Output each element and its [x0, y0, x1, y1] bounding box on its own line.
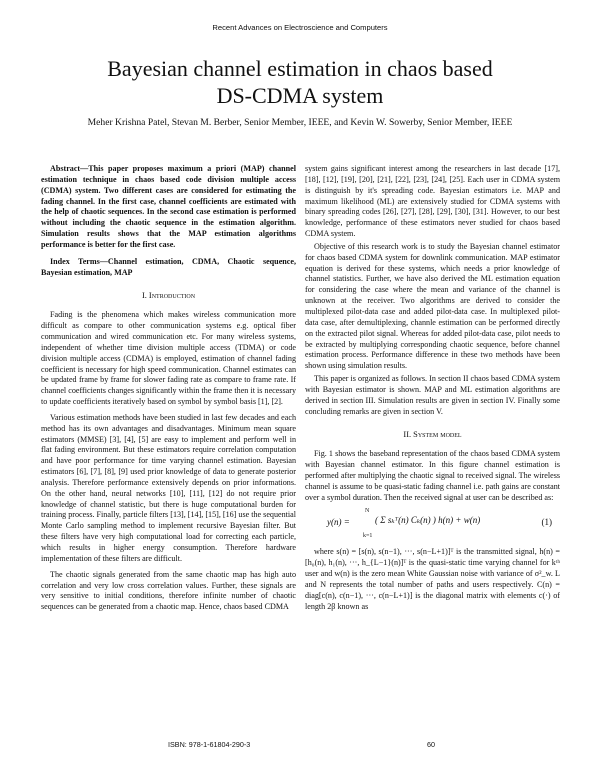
intro-paragraph-1: Fading is the phenomena which makes wireless communication more difficult as compare to other communication systems e.g. optical fiber communication and wired communication etc. For many wireless systems, independent of whether time division multiple access (TDMA) or code division multiple access (CDMA) is employed, estimation of channel fading coefficient is necessary for high speed communication. Channel estimates can be updated frame by frame for slower fading rate as compare to frame rate. If channel coefficients changes significantly within the frame then it is necessary to update coefficients iteratively based on symbol by symbol basis [1], [2]. [41, 310, 296, 407]
intro-paragraph-4: system gains significant interest among the researchers in last decade [17], [18], [12], [19], [20], [21], [22], [23], [24], [25]. Each user in CDMA system is distinguish by it's spreading code. Bayesian estimators i.e. MAP and maximum likelihood (ML) are extensively studied for CDMA systems with binary spreading codes [26], [27], [28], [29], [30], [31]. However, to our best knowledge, performance of these estimators never studied for chaos based CDMA system. [305, 164, 560, 239]
author-list: Meher Krishna Patel, Stevan M. Berber, Senior Member, IEEE, and Kevin W. Sowerby, Senior Member, IEEE [87, 117, 513, 128]
equation-1 [305, 507, 560, 543]
sum-upper-limit: N [365, 508, 370, 515]
paper-title [40, 55, 560, 109]
section-heading-introduction: I. Introduction [141, 291, 196, 301]
footer-isbn: ISBN: 978-1-61804-290-3 [168, 740, 251, 749]
intro-paragraph-6: This paper is organized as follows. In section II chaos based CDMA system with Bayesian estimator is shown. MAP and ML estimation algorithms are derived in section III. Simulation results are given in section IV. Finally some concluding remarks are given in section V. [305, 374, 560, 416]
intro-paragraph-3: The chaotic signals generated from the same chaotic map has high auto correlation and very low cross correlation values. Further, these signals are very sensitive to initial conditions, therefore infinite number of chaotic sequences can be generated from a chaotic map. Hence, chaos based CDMA [41, 569, 296, 612]
abstract-text: Abstract—This paper proposes maximum a priori (MAP) channel estimation technique in chaos based code division multiple access (CDMA) system. Two different cases are considered for estimating the fading channel. In the first case, channel coefficients are estimated with the help of chaotic sequences. In the second case estimation is performed without including the chaotic sequence in the estimation algorithm. Simulation results shows that the MAP estimation algorithms performance is better for the first case. [41, 164, 296, 249]
title-line-2: DS-CDMA system [216, 83, 384, 108]
intro-paragraph-5: Objective of this research work is to study the Bayesian channel estimator for chaos based CDMA system for downlink communication. MAP estimator equation is derived for these systems, which needs a prior knowledge of channel statistics. Further, we have also derived the ML estimation equation for considering the case where the mean and variance of the channel is unknown at the receiver. Two algorithms are derived to consider the multiplexed pilot-data case and added pilot-data case. In multiplexed pilot-data case, after demultiplexing, channle estimation can be performed directly on the extracted pilot signal. Whereas for added pilot-data case, pilot needs to be extracted by multiplying corresponding chaotic sequence, before channel estimation process. Performance difference in these two methods have been shown using simulation results. [305, 241, 560, 371]
intro-paragraph-2: Various estimation methods have been studied in last few decades and each method has its own advantages and disadvantages. Minimum mean square estimators (MMSE) [3], [4], [5] are easy to implement and perform well in flat fading environment. But these estimators require correlation computation and have poor performance for time varying channel estimation. Bayesian estimators [6], [7], [8], [9] used prior knowledge of data to generate posterior analysis. Therefore performance extensively depends on prior informations. On the other hand, neural networks [10], [11], [12] do not require prior knowledge of channel statistic, but there is huge computational burden for training process. Finally, particle filters [13], [14], [15], [16] use the sequential Monte Carlo sampling method to implement recursive Bayesian filter. But these filters have very high computational load for correcting each particle, which results in higher energy consumption. Therefore hardware implementation of these filters are difficult. [41, 412, 296, 563]
equation-number: (1) [541, 517, 552, 528]
equation-body: ( Σ sₖᵀ(n) Cₖ(n) ) h(n) + w(n) [375, 515, 481, 526]
abstract [41, 164, 296, 278]
index-terms: Index Terms—Channel estimation, CDMA, Chaotic sequence, Bayesian estimation, MAP [41, 256, 296, 277]
system-paragraph-1: Fig. 1 shows the baseband representation of the chaos based CDMA system with Bayesian channel estimator. In this figure channel estimation is performed after multiplying the chaotic signal to received signal. The wireless channel is assume to be quasi-static fading channel i.e. path gains are constant over a symbol duration. Then the received signal at user can be described as: [305, 449, 560, 502]
footer-page-number: 60 [427, 740, 435, 749]
title-line-1: Bayesian channel estimation in chaos based [107, 56, 493, 81]
sum-lower-limit: k=1 [363, 533, 373, 540]
section-heading-system-model: II. System model [403, 430, 462, 440]
equation-explanation: where s(n) = [s(n), s(n−1), ···, s(n−L+1)]ᵀ is the transmitted signal, h(n) = [h₀(n), h₁(n), ···, h_{L−1}(n)]ᵀ is the quasi-static time varying channel for kᵗʰ user and w(n) is the zero mean White Gaussian noise with variance of σ²_w. L and N represents the total number of paths and users respectively. C(n) = diag[c(n), c(n−1), ···, c(n−L+1)] is the diagonal matrix with elements c(·) of length 2β known as [305, 547, 560, 611]
right-column [305, 164, 560, 613]
running-header: Recent Advances on Electroscience and Computers [212, 23, 388, 32]
left-column [41, 164, 296, 613]
equation-lhs: y(n) = [327, 517, 350, 528]
